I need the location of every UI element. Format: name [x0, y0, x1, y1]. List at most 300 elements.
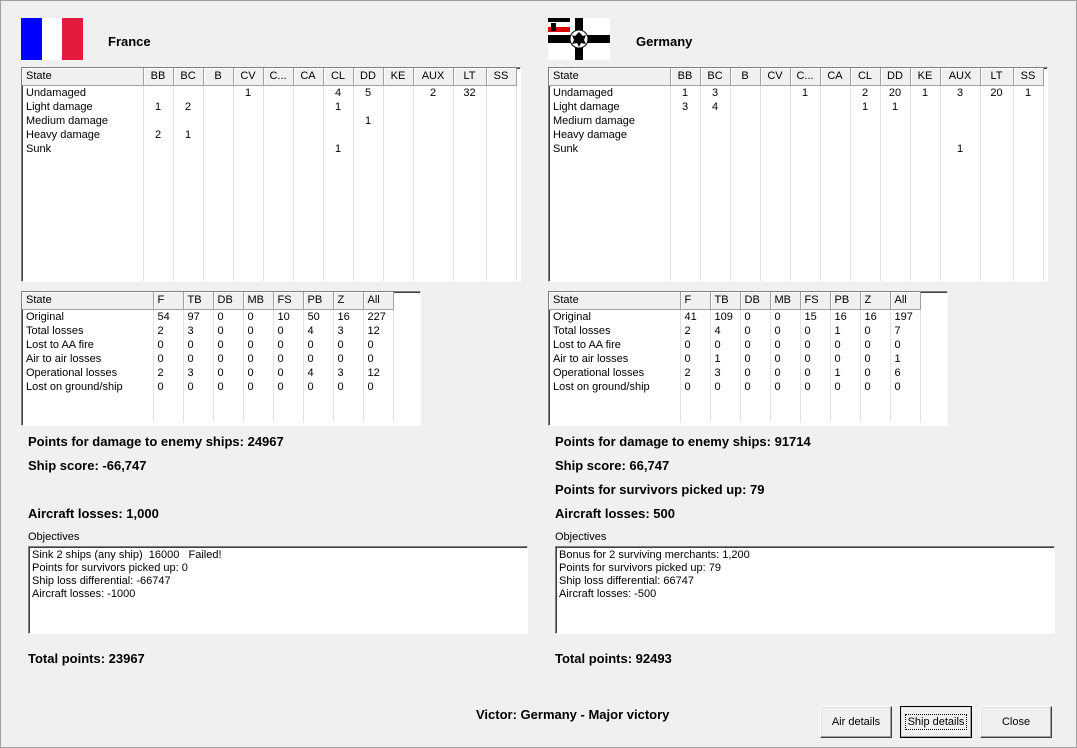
empty-cell	[1013, 156, 1043, 170]
column-header[interactable]: FS	[273, 292, 303, 309]
empty-cell	[730, 226, 760, 240]
table-row[interactable]	[549, 170, 1043, 184]
cell-value: 1	[940, 142, 980, 156]
table-row[interactable]	[549, 268, 1043, 282]
close-button[interactable]	[980, 706, 1052, 738]
column-header[interactable]: FS	[800, 292, 830, 309]
column-header[interactable]: TB	[710, 292, 740, 309]
empty-cell	[790, 198, 820, 212]
table-row[interactable]	[549, 324, 920, 338]
empty-cell	[243, 408, 273, 422]
empty-cell	[940, 226, 980, 240]
cell-value: 0	[770, 366, 800, 380]
table-row[interactable]	[549, 156, 1043, 170]
empty-cell	[910, 226, 940, 240]
table-row[interactable]	[22, 352, 393, 366]
table-row[interactable]	[549, 128, 1043, 142]
cell-value: 0	[243, 309, 273, 324]
empty-cell	[680, 394, 710, 408]
empty-cell	[323, 184, 353, 198]
cell-value: 0	[800, 366, 830, 380]
empty-cell	[670, 254, 700, 268]
empty-cell	[363, 394, 393, 408]
survivors-points-label: Points for survivors picked up: 79	[555, 482, 765, 497]
empty-cell	[880, 240, 910, 254]
empty-cell	[549, 198, 670, 212]
cell-value	[203, 85, 233, 100]
column-header[interactable]: MB	[770, 292, 800, 309]
empty-cell	[383, 156, 413, 170]
cell-value	[413, 142, 453, 156]
empty-cell	[700, 212, 730, 226]
column-header[interactable]: All	[890, 292, 920, 309]
row-state: Original	[22, 309, 153, 324]
cell-value: 0	[740, 309, 770, 324]
column-header[interactable]: C...	[263, 68, 293, 85]
cell-value: 0	[830, 380, 860, 394]
empty-cell	[413, 254, 453, 268]
cell-value	[940, 128, 980, 142]
cell-value: 3	[183, 324, 213, 338]
cell-value: 0	[153, 338, 183, 352]
empty-cell	[233, 226, 263, 240]
cell-value	[323, 114, 353, 128]
cell-value	[1013, 128, 1043, 142]
empty-cell	[353, 240, 383, 254]
column-header[interactable]: CA	[293, 68, 323, 85]
table-row[interactable]	[22, 240, 516, 254]
empty-cell	[453, 198, 486, 212]
table-row[interactable]	[22, 156, 516, 170]
empty-cell	[730, 198, 760, 212]
cell-value: 0	[333, 380, 363, 394]
cell-value	[730, 114, 760, 128]
empty-cell	[880, 254, 910, 268]
cell-value: 2	[680, 324, 710, 338]
column-header[interactable]: State	[549, 292, 680, 309]
empty-cell	[486, 212, 516, 226]
table-row[interactable]	[22, 366, 393, 380]
empty-cell	[293, 240, 323, 254]
empty-cell	[173, 212, 203, 226]
cell-value	[233, 100, 263, 114]
table-row[interactable]	[549, 240, 1043, 254]
cell-value	[453, 128, 486, 142]
empty-cell	[549, 254, 670, 268]
aircraft-losses-label: Aircraft losses: 1,000	[28, 506, 159, 521]
table-row[interactable]	[549, 380, 920, 394]
empty-cell	[213, 394, 243, 408]
column-header[interactable]: CV	[233, 68, 263, 85]
empty-cell	[790, 254, 820, 268]
column-header[interactable]: B	[730, 68, 760, 85]
empty-cell	[760, 198, 790, 212]
column-header[interactable]: BC	[173, 68, 203, 85]
cell-value: 20	[880, 85, 910, 100]
cell-value	[790, 100, 820, 114]
empty-cell	[353, 226, 383, 240]
table-row[interactable]	[549, 366, 920, 380]
empty-cell	[790, 226, 820, 240]
empty-cell	[233, 268, 263, 282]
row-state: Light damage	[549, 100, 670, 114]
cell-value: 0	[243, 366, 273, 380]
cell-value	[980, 114, 1013, 128]
cell-value	[173, 142, 203, 156]
cell-value: 227	[363, 309, 393, 324]
empty-cell	[203, 254, 233, 268]
empty-cell	[820, 254, 850, 268]
table-row[interactable]	[22, 254, 516, 268]
cell-value: 197	[890, 309, 920, 324]
cell-value	[143, 114, 173, 128]
empty-cell	[263, 226, 293, 240]
row-state: Sunk	[549, 142, 670, 156]
objectives-list[interactable]	[28, 546, 528, 634]
column-header[interactable]: LT	[453, 68, 486, 85]
empty-cell	[233, 156, 263, 170]
table-row[interactable]	[22, 142, 516, 156]
table-row[interactable]	[549, 85, 1043, 100]
cell-value	[383, 142, 413, 156]
cell-value	[143, 85, 173, 100]
empty-cell	[910, 268, 940, 282]
cell-value	[353, 100, 383, 114]
column-header[interactable]: State	[22, 68, 143, 85]
table-row[interactable]	[549, 198, 1043, 212]
empty-cell	[760, 170, 790, 184]
table-row[interactable]	[549, 338, 920, 352]
cell-value	[263, 142, 293, 156]
cell-value: 0	[860, 352, 890, 366]
cell-value	[173, 114, 203, 128]
column-header[interactable]: Z	[860, 292, 890, 309]
cell-value: 0	[860, 380, 890, 394]
table-row[interactable]	[22, 324, 393, 338]
table-row[interactable]	[22, 408, 393, 422]
cell-value	[263, 128, 293, 142]
table-row[interactable]	[549, 254, 1043, 268]
empty-cell	[183, 394, 213, 408]
ship-details-button[interactable]	[900, 706, 972, 738]
empty-cell	[323, 240, 353, 254]
empty-cell	[670, 212, 700, 226]
cell-value	[233, 114, 263, 128]
empty-cell	[263, 184, 293, 198]
empty-cell	[143, 226, 173, 240]
cell-value: 0	[153, 352, 183, 366]
empty-cell	[549, 212, 670, 226]
table-row[interactable]	[22, 100, 516, 114]
empty-cell	[383, 268, 413, 282]
cell-value: 4	[323, 85, 353, 100]
table-row[interactable]	[549, 352, 920, 366]
empty-cell	[670, 156, 700, 170]
cell-value: 0	[213, 352, 243, 366]
column-header[interactable]: DB	[213, 292, 243, 309]
cell-value	[820, 100, 850, 114]
empty-cell	[760, 226, 790, 240]
empty-cell	[486, 226, 516, 240]
column-header[interactable]: TB	[183, 292, 213, 309]
table-row[interactable]	[22, 170, 516, 184]
cell-value: 0	[710, 338, 740, 352]
objective-line: Aircraft losses: -500	[559, 588, 657, 600]
empty-cell	[820, 268, 850, 282]
empty-cell	[153, 408, 183, 422]
empty-cell	[549, 268, 670, 282]
table-row[interactable]	[22, 309, 393, 324]
aircraft-status-table[interactable]	[21, 291, 421, 426]
column-header[interactable]: DD	[353, 68, 383, 85]
cell-value: 0	[213, 366, 243, 380]
empty-cell	[820, 156, 850, 170]
empty-cell	[940, 156, 980, 170]
column-header[interactable]: BC	[700, 68, 730, 85]
empty-cell	[860, 394, 890, 408]
empty-cell	[940, 212, 980, 226]
table-row[interactable]	[549, 394, 920, 408]
table-row[interactable]	[22, 212, 516, 226]
column-header[interactable]: State	[22, 292, 153, 309]
empty-cell	[333, 408, 363, 422]
row-state: Air to air losses	[22, 352, 153, 366]
cell-value	[263, 100, 293, 114]
empty-cell	[730, 170, 760, 184]
empty-cell	[700, 156, 730, 170]
empty-cell	[233, 170, 263, 184]
empty-cell	[890, 394, 920, 408]
ship-status-table[interactable]	[548, 67, 1048, 282]
column-header[interactable]: All	[363, 292, 393, 309]
table-row[interactable]	[22, 184, 516, 198]
cell-value: 3	[940, 85, 980, 100]
cell-value: 0	[183, 380, 213, 394]
cell-value	[263, 114, 293, 128]
table-row[interactable]	[549, 100, 1043, 114]
column-header[interactable]: DD	[880, 68, 910, 85]
empty-cell	[293, 226, 323, 240]
cell-value	[730, 142, 760, 156]
column-header[interactable]: AUX	[413, 68, 453, 85]
cell-value	[353, 128, 383, 142]
table-row[interactable]	[549, 226, 1043, 240]
empty-cell	[173, 184, 203, 198]
cell-value	[1013, 100, 1043, 114]
column-header[interactable]: CL	[850, 68, 880, 85]
column-header[interactable]: CV	[760, 68, 790, 85]
ship-score-label: Ship score: 66,747	[555, 458, 670, 473]
empty-cell	[850, 198, 880, 212]
cell-value: 4	[700, 100, 730, 114]
objective-line: Ship loss differential: -66747	[32, 575, 171, 587]
empty-cell	[22, 240, 143, 254]
empty-cell	[203, 184, 233, 198]
cell-value	[790, 142, 820, 156]
table-row[interactable]	[22, 85, 516, 100]
cell-value	[203, 114, 233, 128]
cell-value: 12	[363, 324, 393, 338]
empty-cell	[760, 254, 790, 268]
table-row[interactable]	[22, 114, 516, 128]
cell-value: 16	[830, 309, 860, 324]
table-row[interactable]	[549, 142, 1043, 156]
empty-cell	[243, 394, 273, 408]
column-header[interactable]: LT	[980, 68, 1013, 85]
cell-value	[880, 114, 910, 128]
cell-value	[940, 100, 980, 114]
column-header[interactable]: BB	[670, 68, 700, 85]
cell-value: 0	[800, 352, 830, 366]
cell-value	[850, 114, 880, 128]
empty-cell	[820, 198, 850, 212]
column-header[interactable]: Z	[333, 292, 363, 309]
close-button-label: Close	[1001, 716, 1031, 728]
air-details-button-label: Air details	[831, 716, 881, 728]
table-row[interactable]	[22, 394, 393, 408]
empty-cell	[363, 408, 393, 422]
empty-cell	[323, 156, 353, 170]
cell-value	[1013, 142, 1043, 156]
objective-line: Points for survivors picked up: 79	[559, 562, 722, 574]
column-header[interactable]: AUX	[940, 68, 980, 85]
cell-value	[413, 114, 453, 128]
empty-cell	[910, 184, 940, 198]
column-header[interactable]: PB	[830, 292, 860, 309]
cell-value: 3	[710, 366, 740, 380]
cell-value: 0	[183, 352, 213, 366]
aircraft-status-table[interactable]	[548, 291, 948, 426]
objective-line: Bonus for 2 surviving merchants: 1,200	[559, 549, 750, 561]
cell-value: 0	[243, 352, 273, 366]
empty-cell	[273, 408, 303, 422]
cell-value: 1	[910, 85, 940, 100]
cell-value	[1013, 114, 1043, 128]
column-header[interactable]: CL	[323, 68, 353, 85]
cell-value: 0	[860, 338, 890, 352]
air-details-button[interactable]	[820, 706, 892, 738]
empty-cell	[453, 240, 486, 254]
empty-cell	[453, 184, 486, 198]
empty-cell	[790, 156, 820, 170]
empty-cell	[850, 170, 880, 184]
cell-value	[453, 114, 486, 128]
cell-value: 0	[273, 366, 303, 380]
objectives-list[interactable]	[555, 546, 1055, 634]
cell-value	[233, 128, 263, 142]
table-row[interactable]	[22, 268, 516, 282]
empty-cell	[910, 240, 940, 254]
table-row[interactable]	[549, 408, 920, 422]
table-row[interactable]	[22, 128, 516, 142]
empty-cell	[850, 268, 880, 282]
empty-cell	[323, 198, 353, 212]
column-header[interactable]: State	[549, 68, 670, 85]
table-row[interactable]	[549, 309, 920, 324]
table-row[interactable]	[22, 338, 393, 352]
empty-cell	[710, 408, 740, 422]
cell-value	[790, 128, 820, 142]
column-header[interactable]: BB	[143, 68, 173, 85]
cell-value: 15	[800, 309, 830, 324]
cell-value	[486, 114, 516, 128]
cell-value	[730, 128, 760, 142]
column-header[interactable]: CA	[820, 68, 850, 85]
column-header[interactable]: SS	[486, 68, 516, 85]
column-header[interactable]: F	[153, 292, 183, 309]
cell-value	[910, 100, 940, 114]
table-row[interactable]	[22, 226, 516, 240]
cell-value: 0	[303, 352, 333, 366]
empty-cell	[830, 408, 860, 422]
france-flag-icon	[21, 18, 83, 60]
cell-value	[850, 142, 880, 156]
empty-cell	[293, 184, 323, 198]
cell-value: 1	[850, 100, 880, 114]
cell-value: 16	[860, 309, 890, 324]
column-header[interactable]: PB	[303, 292, 333, 309]
row-state: Operational losses	[549, 366, 680, 380]
column-header[interactable]: KE	[383, 68, 413, 85]
empty-cell	[790, 184, 820, 198]
empty-cell	[233, 184, 263, 198]
cell-value	[453, 100, 486, 114]
empty-cell	[263, 198, 293, 212]
table-row[interactable]	[22, 380, 393, 394]
column-header[interactable]: DB	[740, 292, 770, 309]
empty-cell	[353, 198, 383, 212]
empty-cell	[143, 184, 173, 198]
empty-cell	[980, 198, 1013, 212]
column-header[interactable]: MB	[243, 292, 273, 309]
table-row[interactable]	[22, 198, 516, 212]
ship-status-table[interactable]	[21, 67, 521, 282]
cell-value: 0	[770, 338, 800, 352]
column-header[interactable]: C...	[790, 68, 820, 85]
cell-value: 7	[890, 324, 920, 338]
empty-cell	[453, 268, 486, 282]
empty-cell	[980, 254, 1013, 268]
empty-cell	[293, 254, 323, 268]
column-header[interactable]: SS	[1013, 68, 1043, 85]
empty-cell	[760, 212, 790, 226]
empty-cell	[173, 198, 203, 212]
cell-value: 0	[860, 324, 890, 338]
cell-value: 0	[273, 380, 303, 394]
table-row[interactable]	[549, 184, 1043, 198]
cell-value	[820, 128, 850, 142]
column-header[interactable]: F	[680, 292, 710, 309]
empty-cell	[730, 156, 760, 170]
column-header[interactable]: KE	[910, 68, 940, 85]
empty-cell	[549, 394, 680, 408]
cell-value	[263, 85, 293, 100]
table-row[interactable]	[549, 212, 1043, 226]
cell-value	[293, 100, 323, 114]
table-row[interactable]	[549, 114, 1043, 128]
empty-cell	[760, 268, 790, 282]
empty-cell	[263, 268, 293, 282]
cell-value: 0	[333, 352, 363, 366]
cell-value	[670, 128, 700, 142]
cell-value	[203, 142, 233, 156]
objective-line: Aircraft losses: -1000	[32, 588, 136, 600]
empty-cell	[790, 170, 820, 184]
empty-cell	[22, 212, 143, 226]
cell-value: 0	[710, 380, 740, 394]
column-header[interactable]: B	[203, 68, 233, 85]
cell-value	[760, 100, 790, 114]
